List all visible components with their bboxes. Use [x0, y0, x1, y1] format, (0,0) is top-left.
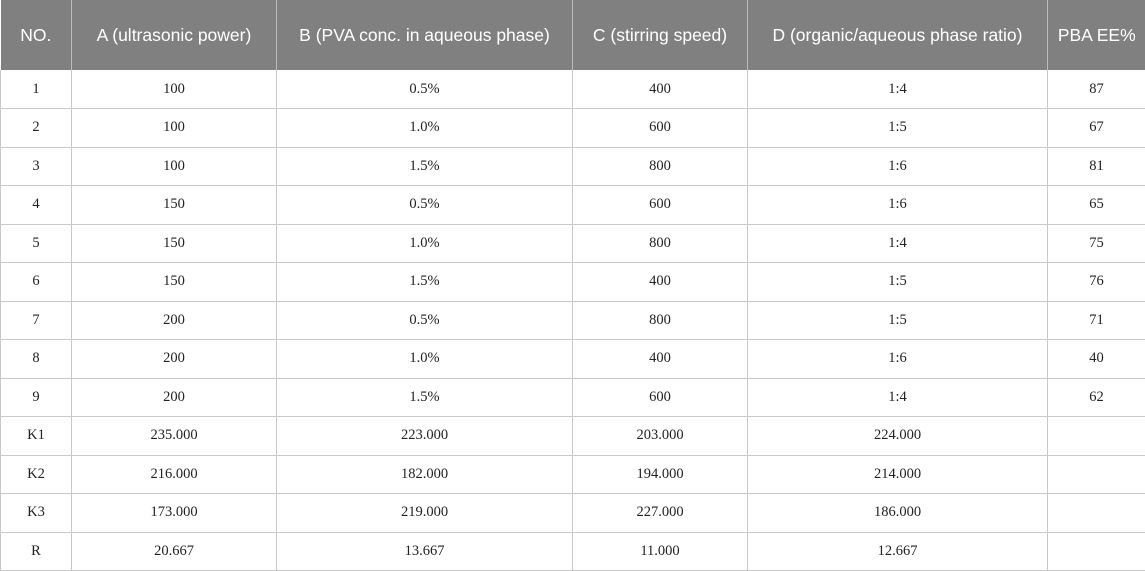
cell-a: 235.000	[72, 417, 277, 456]
table-row	[1, 186, 1145, 225]
cell-d: 186.000	[748, 494, 1048, 533]
cell-d: 214.000	[748, 455, 1048, 494]
cell-c: 800	[573, 301, 748, 340]
header-d-phase-ratio: D (organic/aqueous phase ratio)	[748, 0, 1048, 70]
cell-d: 12.667	[748, 532, 1048, 571]
cell-b: 1.5%	[277, 378, 573, 417]
cell-a: 150	[72, 263, 277, 302]
cell-a: 173.000	[72, 494, 277, 533]
cell-d: 224.000	[748, 417, 1048, 456]
header-a-ultrasonic-power: A (ultrasonic power)	[72, 0, 277, 70]
cell-c: 800	[573, 224, 748, 263]
table-row	[1, 378, 1145, 417]
cell-b: 223.000	[277, 417, 573, 456]
cell-pba-ee: 40	[1048, 340, 1145, 379]
cell-c: 600	[573, 186, 748, 225]
cell-b: 0.5%	[277, 70, 573, 109]
cell-no: 9	[1, 378, 72, 417]
table-row	[1, 455, 1145, 494]
table-row	[1, 532, 1145, 571]
cell-b: 1.0%	[277, 109, 573, 148]
cell-pba-ee	[1048, 417, 1145, 456]
cell-c: 203.000	[573, 417, 748, 456]
cell-pba-ee: 75	[1048, 224, 1145, 263]
cell-c: 400	[573, 70, 748, 109]
cell-pba-ee: 62	[1048, 378, 1145, 417]
cell-pba-ee: 65	[1048, 186, 1145, 225]
cell-a: 20.667	[72, 532, 277, 571]
cell-no: R	[1, 532, 72, 571]
cell-d: 1:6	[748, 340, 1048, 379]
cell-pba-ee	[1048, 455, 1145, 494]
cell-a: 150	[72, 186, 277, 225]
cell-a: 200	[72, 378, 277, 417]
table-body	[1, 70, 1145, 571]
cell-a: 150	[72, 224, 277, 263]
cell-c: 11.000	[573, 532, 748, 571]
table-row	[1, 494, 1145, 533]
cell-no: K2	[1, 455, 72, 494]
cell-no: 2	[1, 109, 72, 148]
cell-b: 0.5%	[277, 186, 573, 225]
cell-b: 1.0%	[277, 340, 573, 379]
cell-no: 3	[1, 147, 72, 186]
cell-c: 600	[573, 109, 748, 148]
cell-no: 6	[1, 263, 72, 302]
cell-c: 800	[573, 147, 748, 186]
table-row	[1, 147, 1145, 186]
cell-b: 13.667	[277, 532, 573, 571]
table-row	[1, 340, 1145, 379]
cell-pba-ee: 67	[1048, 109, 1145, 148]
cell-b: 219.000	[277, 494, 573, 533]
cell-pba-ee: 71	[1048, 301, 1145, 340]
cell-b: 1.5%	[277, 147, 573, 186]
cell-d: 1:5	[748, 109, 1048, 148]
header-no: NO.	[1, 0, 72, 70]
cell-pba-ee: 81	[1048, 147, 1145, 186]
cell-no: K1	[1, 417, 72, 456]
cell-d: 1:4	[748, 70, 1048, 109]
table-row	[1, 417, 1145, 456]
cell-c: 400	[573, 263, 748, 302]
cell-no: K3	[1, 494, 72, 533]
cell-pba-ee: 87	[1048, 70, 1145, 109]
table-row	[1, 224, 1145, 263]
cell-d: 1:5	[748, 263, 1048, 302]
cell-a: 100	[72, 147, 277, 186]
table-header	[1, 0, 1145, 70]
cell-a: 200	[72, 340, 277, 379]
table-row	[1, 301, 1145, 340]
cell-d: 1:6	[748, 186, 1048, 225]
cell-no: 4	[1, 186, 72, 225]
table-row	[1, 109, 1145, 148]
cell-a: 100	[72, 109, 277, 148]
cell-a: 216.000	[72, 455, 277, 494]
cell-a: 100	[72, 70, 277, 109]
cell-no: 8	[1, 340, 72, 379]
cell-c: 400	[573, 340, 748, 379]
cell-a: 200	[72, 301, 277, 340]
header-pba-ee: PBA EE%	[1048, 0, 1145, 70]
cell-pba-ee	[1048, 532, 1145, 571]
cell-d: 1:6	[748, 147, 1048, 186]
cell-no: 1	[1, 70, 72, 109]
table-row	[1, 263, 1145, 302]
cell-d: 1:4	[748, 378, 1048, 417]
cell-c: 194.000	[573, 455, 748, 494]
cell-pba-ee	[1048, 494, 1145, 533]
cell-b: 0.5%	[277, 301, 573, 340]
cell-no: 7	[1, 301, 72, 340]
cell-b: 1.0%	[277, 224, 573, 263]
cell-pba-ee: 76	[1048, 263, 1145, 302]
cell-d: 1:4	[748, 224, 1048, 263]
cell-c: 600	[573, 378, 748, 417]
cell-no: 5	[1, 224, 72, 263]
cell-b: 1.5%	[277, 263, 573, 302]
cell-d: 1:5	[748, 301, 1048, 340]
cell-c: 227.000	[573, 494, 748, 533]
header-b-pva-conc: B (PVA conc. in aqueous phase)	[277, 0, 573, 70]
table-row	[1, 70, 1145, 109]
header-row	[1, 0, 1145, 70]
header-c-stirring-speed: C (stirring speed)	[573, 0, 748, 70]
cell-b: 182.000	[277, 455, 573, 494]
